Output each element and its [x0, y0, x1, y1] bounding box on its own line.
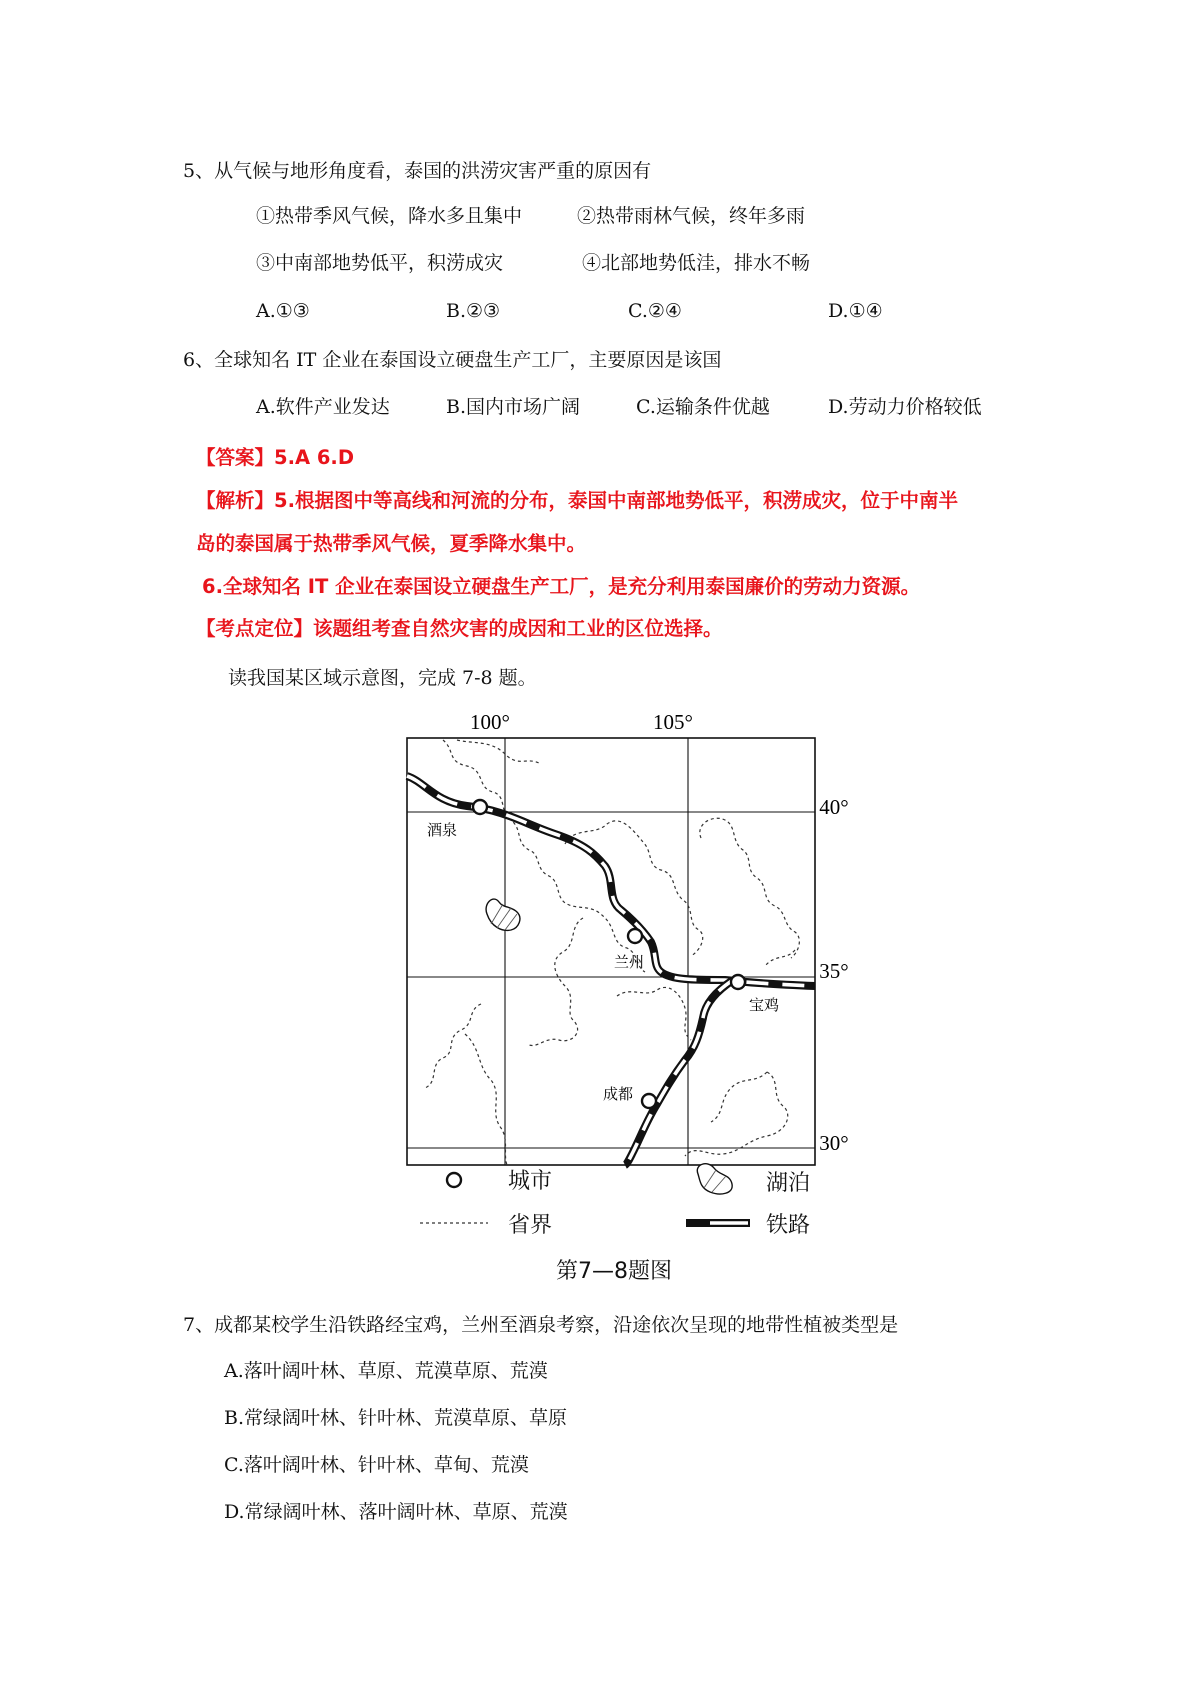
- q5-statement-1: ①热带季风气候，降水多且集中: [256, 205, 523, 227]
- analysis-line-2: 岛的泰国属于热带季风气候，夏季降水集中。: [196, 532, 587, 555]
- province-border: [527, 918, 583, 1046]
- province-border: [617, 987, 691, 1040]
- q6-option-b: B.国内市场广阔: [446, 396, 581, 418]
- lake: [486, 899, 520, 930]
- city-marker-baoji: [731, 975, 745, 989]
- province-border: [425, 1004, 481, 1088]
- q7-option-b: B.常绿阔叶林、针叶林、荒漠草原、草原: [224, 1407, 568, 1429]
- analysis-line-1: 【解析】5.根据图中等高线和河流的分布，泰国中南部地势低平，积涝成灾，位于中南半: [196, 489, 958, 512]
- map-legend: [414, 1160, 974, 1250]
- city-marker-lanzhou: [628, 929, 642, 943]
- kaodian-line: 【考点定位】该题组考查自然灾害的成因和工业的区位选择。: [196, 617, 723, 640]
- city-label-jiuquan: 酒泉: [427, 821, 458, 839]
- q7-option-c: C.落叶阔叶林、针叶林、草甸、荒漠: [224, 1454, 529, 1476]
- q5-statement-2: ②热带雨林气候，终年多雨: [577, 205, 806, 227]
- legend-border-label: 省界: [508, 1213, 553, 1238]
- city-label-lanzhou: 兰州: [614, 953, 645, 971]
- q5-statement-3: ③中南部地势低平，积涝成灾: [256, 252, 504, 274]
- answer-line: 【答案】5.A 6.D: [196, 446, 355, 469]
- railway: [625, 980, 733, 1165]
- legend-railway-label: 铁路: [766, 1213, 811, 1238]
- q6-stem: 6、全球知名 IT 企业在泰国设立硬盘生产工厂，主要原因是该国: [183, 349, 722, 371]
- lon-label-100: 100°: [470, 710, 510, 734]
- q6-option-d: D.劳动力价格较低: [828, 396, 982, 418]
- q7-option-a: A.落叶阔叶林、草原、荒漠草原、荒漠: [224, 1360, 548, 1382]
- q5-option-b: B.②③: [446, 300, 501, 322]
- lat-label-30: 30°: [819, 1131, 849, 1155]
- q6-option-a: A.软件产业发达: [256, 396, 390, 418]
- city-label-chengdu: 成都: [603, 1085, 634, 1103]
- legend-city-icon: [447, 1173, 461, 1187]
- q5-option-c: C.②④: [628, 300, 682, 322]
- q5-option-d: D.①④: [828, 300, 883, 322]
- legend-lake-label: 湖泊: [766, 1171, 811, 1196]
- lat-label-40: 40°: [819, 795, 849, 819]
- lon-label-105: 105°: [653, 710, 693, 734]
- province-border: [700, 818, 800, 958]
- q7-option-d: D.常绿阔叶林、落叶阔叶林、草原、荒漠: [224, 1501, 568, 1523]
- q7-stem: 7、成都某校学生沿铁路经宝鸡，兰州至酒泉考察，沿途依次呈现的地带性植被类型是: [183, 1314, 899, 1336]
- province-border: [465, 1034, 507, 1165]
- province-border: [765, 950, 795, 966]
- q5-stem: 5、从气候与地形角度看，泰国的洪涝灾害严重的原因有: [183, 160, 652, 182]
- province-border: [457, 740, 541, 764]
- province-border: [443, 740, 645, 972]
- q5-statement-4: ④北部地势低洼，排水不畅: [582, 252, 811, 274]
- legend-city-label: 城市: [508, 1169, 553, 1194]
- province-border: [685, 1072, 788, 1156]
- city-marker-chengdu: [642, 1094, 656, 1108]
- lat-label-35: 35°: [819, 959, 849, 983]
- map-caption: 第7—8题图: [556, 1259, 672, 1284]
- map-intro: 读我国某区域示意图，完成 7-8 题。: [228, 667, 537, 689]
- province-border: [711, 1072, 767, 1122]
- q5-option-a: A.①③: [256, 300, 310, 322]
- q6-option-c: C.运输条件优越: [636, 396, 770, 418]
- city-label-baoji: 宝鸡: [749, 996, 780, 1014]
- city-marker-jiuquan: [473, 800, 487, 814]
- analysis-line-3: 6.全球知名 IT 企业在泰国设立硬盘生产工厂，是充分利用泰国廉价的劳动力资源。: [202, 575, 921, 598]
